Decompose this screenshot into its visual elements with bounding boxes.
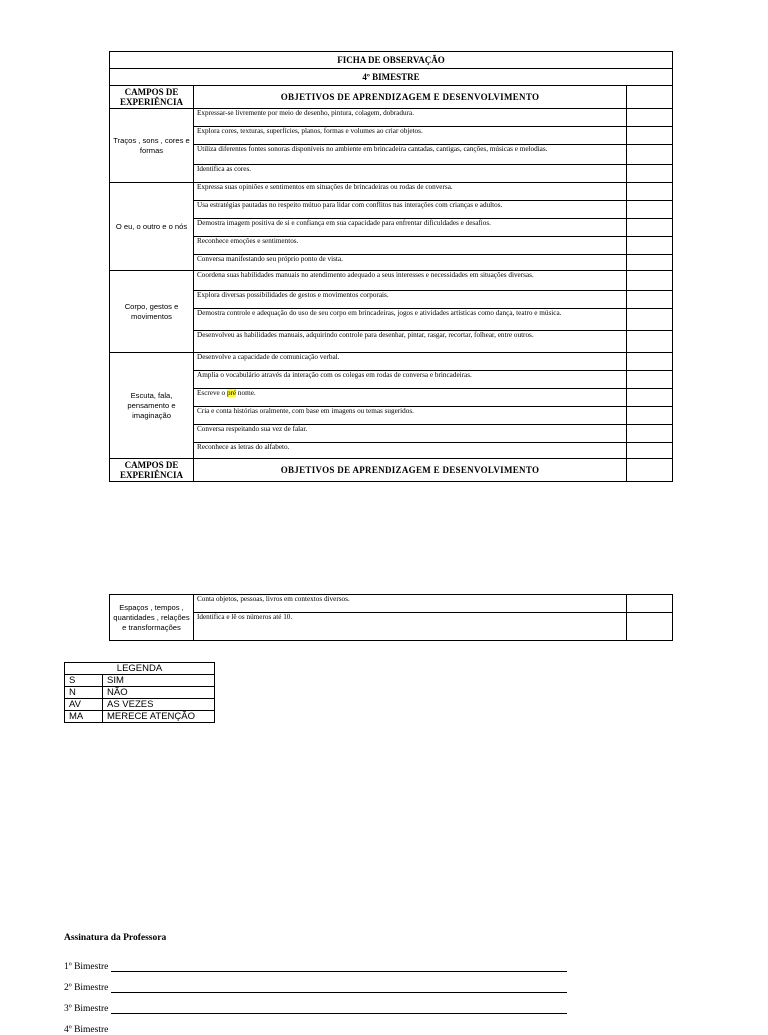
table-row (110, 353, 673, 371)
table-row (110, 183, 673, 201)
signature-field[interactable] (111, 1004, 567, 1014)
legend-code: N (65, 687, 103, 699)
check-cell[interactable] (627, 109, 673, 127)
signature-line (64, 972, 584, 993)
legend-code: S (65, 675, 103, 687)
objective-text: Utiliza diferentes fontes sonoras disponíveis no ambiente em brincadeira cantadas, cantigas, canções, músicas e melodias. (194, 145, 627, 165)
signature-section (64, 933, 584, 1035)
field-name: Escuta, fala, pensamento e imaginação (110, 353, 194, 459)
footer-header-row (110, 459, 673, 482)
objective-text: Reconhece as letras do alfabeto. (194, 443, 627, 459)
signature-period-label: 4º Bimestre (64, 1025, 109, 1035)
table-row (110, 291, 673, 309)
signature-line (64, 993, 584, 1014)
objective-text: Explora cores, texturas, superfícies, planos, formas e volumes ao criar objetos. (194, 127, 627, 145)
legend-meaning: NÃO (103, 687, 215, 699)
objective-text: Explora diversas possibilidades de gestos e movimentos corporais. (194, 291, 627, 309)
check-cell[interactable] (627, 237, 673, 255)
legend-row (65, 711, 215, 723)
table-row (110, 309, 673, 331)
objective-text: Desenvolveu as habilidades manuais, adquirindo controle para desenhar, pintar, rasgar, recortar, folhear, entre outros. (194, 331, 627, 353)
period-label: 4º BIMESTRE (110, 69, 673, 86)
footer-header-fields: CAMPOS DE EXPERIÊNCIA (110, 459, 194, 482)
check-cell[interactable] (627, 595, 673, 613)
table-row (110, 201, 673, 219)
check-cell[interactable] (627, 201, 673, 219)
observation-table (109, 51, 673, 482)
signature-period-label: 2º Bimestre (64, 983, 109, 993)
objective-text: Demostra imagem positiva de si e confiança em sua capacidade para enfrentar dificuldades e desafios. (194, 219, 627, 237)
check-cell[interactable] (627, 271, 673, 291)
check-cell[interactable] (627, 613, 673, 641)
signature-period-label: 3º Bimestre (64, 1004, 109, 1014)
objective-text: Expressa suas opiniões e sentimentos em situações de brincadeiras ou rodas de conversa. (194, 183, 627, 201)
check-cell[interactable] (627, 309, 673, 331)
table-row (110, 371, 673, 389)
title-row (110, 52, 673, 69)
legend-meaning: SIM (103, 675, 215, 687)
check-cell[interactable] (627, 86, 673, 109)
objective-text: Reconhece emoções e sentimentos. (194, 237, 627, 255)
table-row (110, 109, 673, 127)
table-row (110, 271, 673, 291)
objective-text: Desenvolve a capacidade de comunicação verbal. (194, 353, 627, 371)
header-fields: CAMPOS DE EXPERIÊNCIA (110, 86, 194, 109)
legend-title-row (65, 663, 215, 675)
check-cell[interactable] (627, 331, 673, 353)
signature-field[interactable] (111, 962, 567, 972)
check-cell[interactable] (627, 127, 673, 145)
legend-code: AV (65, 699, 103, 711)
check-cell[interactable] (627, 459, 673, 482)
check-cell[interactable] (627, 389, 673, 407)
legend-row (65, 675, 215, 687)
signature-line (64, 951, 584, 972)
objective-text: Expressar-se livremente por meio de desenho, pintura, colagem, dobradura. (194, 109, 627, 127)
signature-period-label: 1º Bimestre (64, 962, 109, 972)
header-row (110, 86, 673, 109)
legend-meaning: MERECE ATENÇÃO (103, 711, 215, 723)
check-cell[interactable] (627, 219, 673, 237)
check-cell[interactable] (627, 407, 673, 425)
objective-text: Conversa respeitando sua vez de falar. (194, 425, 627, 443)
legend-row (65, 687, 215, 699)
footer-header-objectives: OBJETIVOS DE APRENDIZAGEM E DESENVOLVIMENTO (194, 459, 627, 482)
field-name: Traços , sons , cores e formas (110, 109, 194, 183)
table-row (110, 219, 673, 237)
objective-text: Demostra controle e adequação do uso de seu corpo em brincadeiras, jogos e atividades artísticas como dança, teatro e música. (194, 309, 627, 331)
math-observation-table (109, 594, 673, 641)
check-cell[interactable] (627, 443, 673, 459)
signature-title: Assinatura da Professora (64, 933, 167, 943)
check-cell[interactable] (627, 145, 673, 165)
field-name: O eu, o outro e o nós (110, 183, 194, 271)
table-row (110, 389, 673, 407)
objective-text: Conversa manifestando seu próprio ponto de vista. (194, 255, 627, 271)
check-cell[interactable] (627, 291, 673, 309)
check-cell[interactable] (627, 353, 673, 371)
check-cell[interactable] (627, 255, 673, 271)
objective-text: Conta objetos, pessoas, livros em contextos diversos. (194, 595, 627, 613)
signature-line (64, 1014, 584, 1035)
check-cell[interactable] (627, 425, 673, 443)
table-row (110, 145, 673, 165)
objective-text: Cria e conta histórias oralmente, com base em imagens ou temas sugeridos. (194, 407, 627, 425)
objective-text: Identifica e lê os números até 10. (194, 613, 627, 641)
check-cell[interactable] (627, 183, 673, 201)
table-row (110, 425, 673, 443)
check-cell[interactable] (627, 371, 673, 389)
objective-text: Amplia o vocabulário através da interação com os colegas em rodas de conversa e brincadeiras. (194, 371, 627, 389)
field-name: Corpo, gestos e movimentos (110, 271, 194, 353)
field-name: Espaços , tempos , quantidades , relações e transformações (110, 595, 194, 641)
form-title: FICHA DE OBSERVAÇÃO (110, 52, 673, 69)
table-row (110, 127, 673, 145)
check-cell[interactable] (627, 165, 673, 183)
legend-title: LEGENDA (65, 663, 215, 675)
period-row (110, 69, 673, 86)
objective-text: Escreve o pré nome. (194, 389, 627, 407)
table-row (110, 331, 673, 353)
highlighted-word: pré (226, 389, 237, 397)
table-row (110, 255, 673, 271)
header-objectives: OBJETIVOS DE APRENDIZAGEM E DESENVOLVIMENTO (194, 86, 627, 109)
legend-table (64, 662, 215, 723)
objective-text: Usa estratégias pautadas no respeito mútuo para lidar com conflitos nas interações com crianças e adultos. (194, 201, 627, 219)
table-row (110, 407, 673, 425)
objective-text: Coordena suas habilidades manuais no atendimento adequado a seus interesses e necessidades em situações diversas. (194, 271, 627, 291)
table-row (110, 595, 673, 613)
objective-text: Identifica as cores. (194, 165, 627, 183)
signature-field[interactable] (111, 983, 567, 993)
table-row (110, 613, 673, 641)
table-row (110, 237, 673, 255)
legend-meaning: AS VEZES (103, 699, 215, 711)
legend-row (65, 699, 215, 711)
table-row (110, 165, 673, 183)
table-row (110, 443, 673, 459)
legend-code: MA (65, 711, 103, 723)
